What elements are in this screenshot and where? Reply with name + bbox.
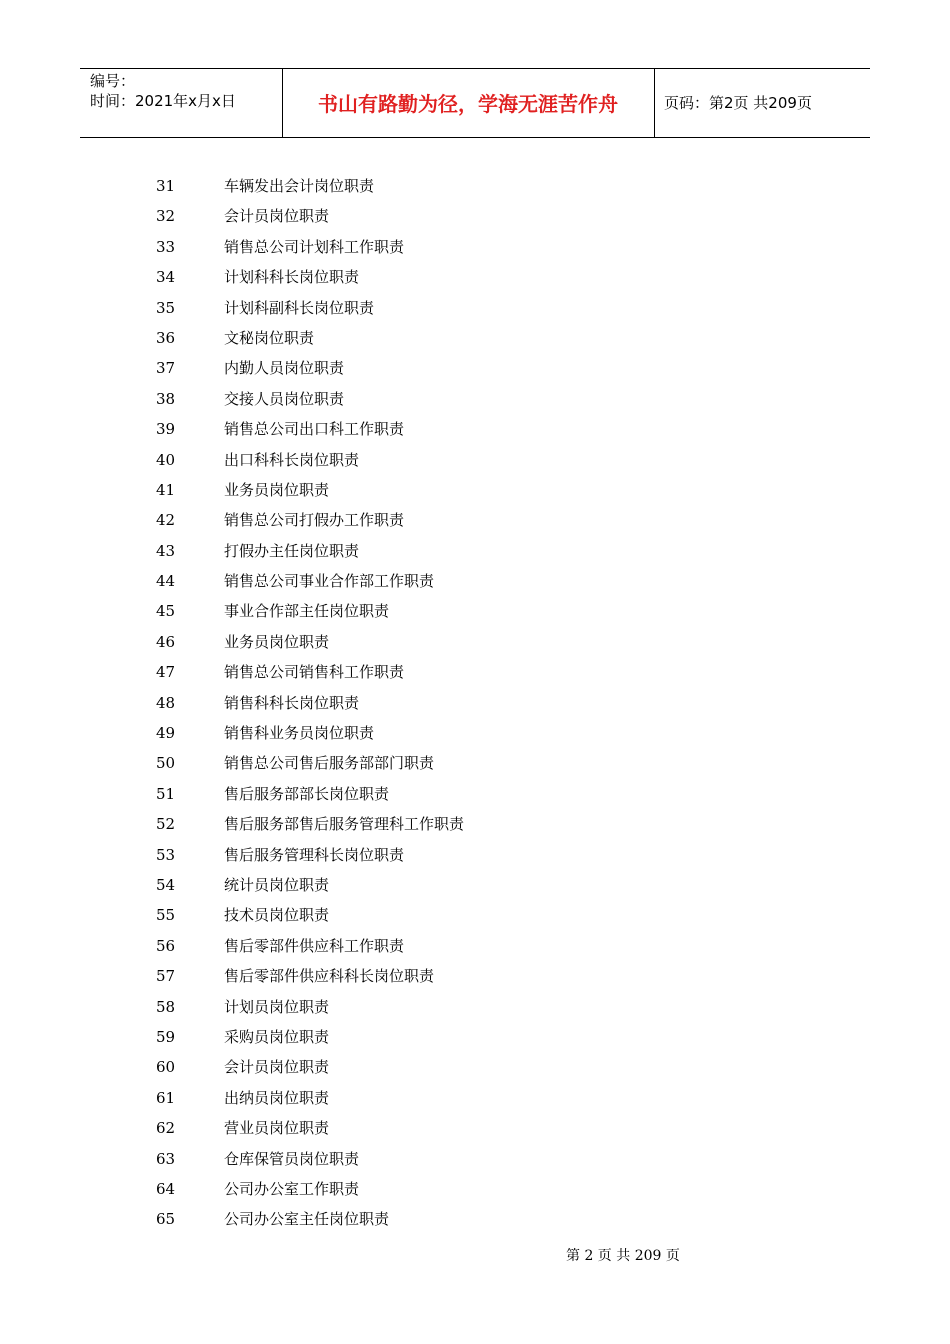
- item-title: 采购员岗位职责: [224, 1027, 330, 1046]
- item-number: 47: [156, 663, 176, 682]
- item-title: 事业合作部主任岗位职责: [224, 602, 390, 621]
- item-title: 技术员岗位职责: [224, 906, 330, 925]
- item-title: 会计员岗位职责: [224, 1058, 330, 1077]
- header-motto: 书山有路勤为径，学海无涯苦作舟: [318, 92, 618, 116]
- item-title: 打假办主任岗位职责: [224, 541, 360, 560]
- item-number: 55: [156, 906, 176, 925]
- item-number: 36: [156, 328, 176, 347]
- header-motto-cell: [282, 69, 655, 137]
- item-title: 销售总公司售后服务部部门职责: [224, 754, 435, 773]
- item-title: 文秘岗位职责: [224, 328, 315, 347]
- item-title: 出纳员岗位职责: [224, 1088, 330, 1107]
- item-number: 39: [156, 420, 176, 439]
- list-item: [0, 506, 950, 536]
- footer-page-number: 第 2 页 共 209 页: [566, 1248, 680, 1264]
- item-number: 60: [156, 1058, 176, 1077]
- item-title: 计划科科长岗位职责: [224, 268, 360, 287]
- item-number: 51: [156, 784, 176, 803]
- list-item: [0, 476, 950, 506]
- item-title: 销售总公司销售科工作职责: [224, 663, 405, 682]
- list-item: [0, 993, 950, 1023]
- item-title: 售后服务部部长岗位职责: [224, 784, 390, 803]
- header-page-code: 页码：第2页 共209页: [664, 94, 812, 112]
- list-item: [0, 415, 950, 445]
- item-number: 58: [156, 997, 176, 1016]
- list-item: [0, 749, 950, 779]
- item-number: 46: [156, 632, 176, 651]
- item-number: 61: [156, 1088, 176, 1107]
- item-number: 43: [156, 541, 176, 560]
- list-item: [0, 658, 950, 688]
- list-item: [0, 1084, 950, 1114]
- item-title: 公司办公室工作职责: [224, 1179, 360, 1198]
- item-number: 50: [156, 754, 176, 773]
- list-item: [0, 446, 950, 476]
- item-number: 63: [156, 1149, 176, 1168]
- list-item: [0, 233, 950, 263]
- list-item: [0, 628, 950, 658]
- list-item: [0, 1023, 950, 1053]
- item-title: 统计员岗位职责: [224, 875, 330, 894]
- item-title: 销售总公司计划科工作职责: [224, 237, 405, 256]
- item-title: 内勤人员岗位职责: [224, 359, 345, 378]
- list-item: [0, 172, 950, 202]
- item-number: 48: [156, 693, 176, 712]
- list-item: [0, 294, 950, 324]
- list-item: [0, 871, 950, 901]
- item-number: 35: [156, 298, 176, 317]
- list-item: [0, 932, 950, 962]
- item-number: 40: [156, 450, 176, 469]
- item-title: 销售科科长岗位职责: [224, 693, 360, 712]
- item-number: 65: [156, 1210, 176, 1229]
- item-number: 33: [156, 237, 176, 256]
- item-number: 45: [156, 602, 176, 621]
- list-item: [0, 719, 950, 749]
- item-number: 37: [156, 359, 176, 378]
- item-title: 计划科副科长岗位职责: [224, 298, 375, 317]
- item-title: 车辆发出会计岗位职责: [224, 177, 375, 195]
- list-item: [0, 567, 950, 597]
- list-item: [0, 689, 950, 719]
- list-item: [0, 1205, 950, 1235]
- list-item: [0, 901, 950, 931]
- item-title: 业务员岗位职责: [224, 480, 330, 499]
- list-item: [0, 385, 950, 415]
- item-number: 64: [156, 1179, 176, 1198]
- item-number: 62: [156, 1119, 176, 1138]
- list-item: [0, 841, 950, 871]
- list-item: [0, 962, 950, 992]
- item-title: 业务员岗位职责: [224, 632, 330, 651]
- item-number: 32: [156, 207, 176, 226]
- item-title: 销售总公司出口科工作职责: [224, 420, 405, 439]
- item-title: 出口科科长岗位职责: [224, 450, 360, 469]
- item-number: 34: [156, 268, 176, 287]
- document-number-label: 编号：: [90, 72, 136, 90]
- item-title: 售后零部件供应科科长岗位职责: [224, 967, 435, 986]
- list-item: [0, 1053, 950, 1083]
- item-title: 会计员岗位职责: [224, 207, 330, 226]
- item-number: 57: [156, 967, 176, 986]
- item-title: 售后零部件供应科工作职责: [224, 936, 405, 955]
- item-number: 42: [156, 511, 176, 530]
- item-title: 销售总公司事业合作部工作职责: [224, 572, 435, 591]
- list-item: [0, 1145, 950, 1175]
- item-title: 交接人员岗位职责: [224, 389, 345, 408]
- item-number: 52: [156, 815, 176, 834]
- header-info-cell: [80, 69, 283, 137]
- item-number: 54: [156, 875, 176, 894]
- list-item: [0, 810, 950, 840]
- item-number: 53: [156, 845, 176, 864]
- contents-list: [0, 172, 950, 1236]
- list-item: [0, 537, 950, 567]
- list-item: [0, 354, 950, 384]
- item-title: 售后服务部售后服务管理科工作职责: [224, 815, 465, 834]
- list-item: [0, 597, 950, 627]
- item-title: 售后服务管理科长岗位职责: [224, 845, 405, 864]
- list-item: [0, 202, 950, 232]
- header-page-cell: [655, 69, 870, 137]
- list-item: [0, 263, 950, 293]
- item-title: 公司办公室主任岗位职责: [224, 1210, 390, 1229]
- page-header: [80, 68, 870, 138]
- item-title: 营业员岗位职责: [224, 1119, 330, 1138]
- item-title: 销售科业务员岗位职责: [224, 724, 375, 743]
- item-number: 59: [156, 1027, 176, 1046]
- item-title: 计划员岗位职责: [224, 997, 330, 1016]
- item-title: 销售总公司打假办工作职责: [224, 511, 405, 530]
- item-number: 56: [156, 936, 176, 955]
- list-item: [0, 1175, 950, 1205]
- item-number: 49: [156, 724, 176, 743]
- list-item: [0, 324, 950, 354]
- item-number: 44: [156, 572, 176, 591]
- document-date-label: 时间：2021年x月x日: [90, 92, 236, 110]
- item-number: 38: [156, 389, 176, 408]
- list-item: [0, 1114, 950, 1144]
- list-item: [0, 780, 950, 810]
- item-title: 仓库保管员岗位职责: [224, 1149, 360, 1168]
- item-number: 31: [156, 177, 176, 195]
- item-number: 41: [156, 480, 176, 499]
